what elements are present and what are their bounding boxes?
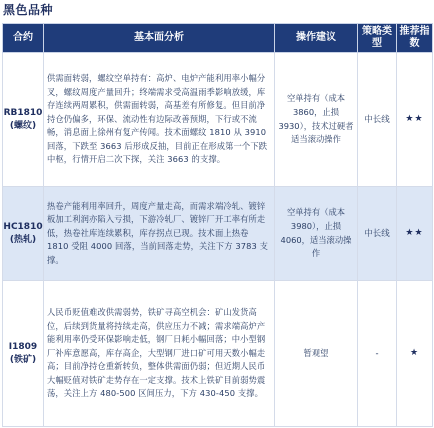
advice-cell: 暂观望 bbox=[275, 281, 358, 427]
header-fundamentals: 基本面分析 bbox=[44, 24, 275, 53]
contract-name: (热轧) bbox=[9, 234, 37, 245]
strategy-table bbox=[2, 23, 433, 427]
analysis-cell: 热卷产能利用率回升，周度产量走高，而需求端冷轧、镀锌板加工利润亦陷入亏损，下游冷轧厂、镀锌厂开工率有所走低，热卷社库连续累积，库存拐点已现。技术面上热卷 1810 受阻 4000 回落，当前回落走势，关注下方 3783 支撑。 bbox=[44, 187, 275, 281]
contract-cell bbox=[3, 187, 44, 281]
header-contract: 合约 bbox=[3, 24, 44, 53]
analysis-cell: 人民币贬值难改供需弱势，铁矿寻高空机会：矿山发货高位，后续到货量将持续走高，供应压力不减；需求端高炉产能利用率仍受环保影响走低，钢厂日耗小幅回落；中小型钢厂补库意愿高，库存高企，大型钢厂进口矿可用天数小幅走高；目前净持仓重新转负，整体供需面仍弱；但近期人民币大幅贬值对铁矿走势存在一定支撑。技术上铁矿目前弱势震荡，关注上方 480-500 区间压力，下方 430-450 支撑。 bbox=[44, 281, 275, 427]
table-row-hc1810 bbox=[3, 187, 433, 281]
rating-stars: ★★ bbox=[397, 187, 433, 281]
contract-code: RB1810 bbox=[3, 107, 43, 118]
header-advice: 操作建议 bbox=[275, 24, 358, 53]
table-row-rb1810 bbox=[3, 53, 433, 187]
strategy-type-cell: 中长线 bbox=[358, 53, 397, 187]
section-title: 黑色品种 bbox=[3, 3, 54, 17]
contract-code: I1809 bbox=[8, 341, 38, 352]
header-rating: 推荐指数 bbox=[397, 24, 433, 53]
contract-cell bbox=[3, 281, 44, 427]
strategy-type-cell: - bbox=[358, 281, 397, 427]
advice-cell: 空单持有（成本 3860，止损 3930），技术过硬者适当滚动操作 bbox=[275, 53, 358, 187]
rating-stars: ★ bbox=[397, 281, 433, 427]
table-row-i1809 bbox=[3, 281, 433, 427]
contract-name: (螺纹) bbox=[9, 120, 37, 131]
advice-cell: 空单持有（成本 3980），止损 4060，适当滚动操作 bbox=[275, 187, 358, 281]
header-strategy-type: 策略类型 bbox=[358, 24, 397, 53]
contract-name: (铁矿) bbox=[9, 354, 37, 365]
strategy-type-cell: 中长线 bbox=[358, 187, 397, 281]
contract-cell bbox=[3, 53, 44, 187]
rating-stars: ★★ bbox=[397, 53, 433, 187]
contract-code: HC1810 bbox=[3, 221, 43, 232]
analysis-cell: 供需面转弱，螺纹空单持有：高炉、电炉产能利用率小幅分叉，螺纹周度产量回升；终端需求受高温雨季影响放缓，库存连续两周累积，供需面转弱，高基差有所修复。但目前净持仓仍偏多，环保、流动性有边际改善预期，下行或不流畅，消息面上徐州有复产传闻。技术面螺纹 1810 从 3910 回落，下跌至 3663 后形成反抽，目前正在形成第一个下跌中枢，行情开启二次下探，关注 3663 的支撑。 bbox=[44, 53, 275, 187]
table-header-row bbox=[3, 24, 433, 53]
